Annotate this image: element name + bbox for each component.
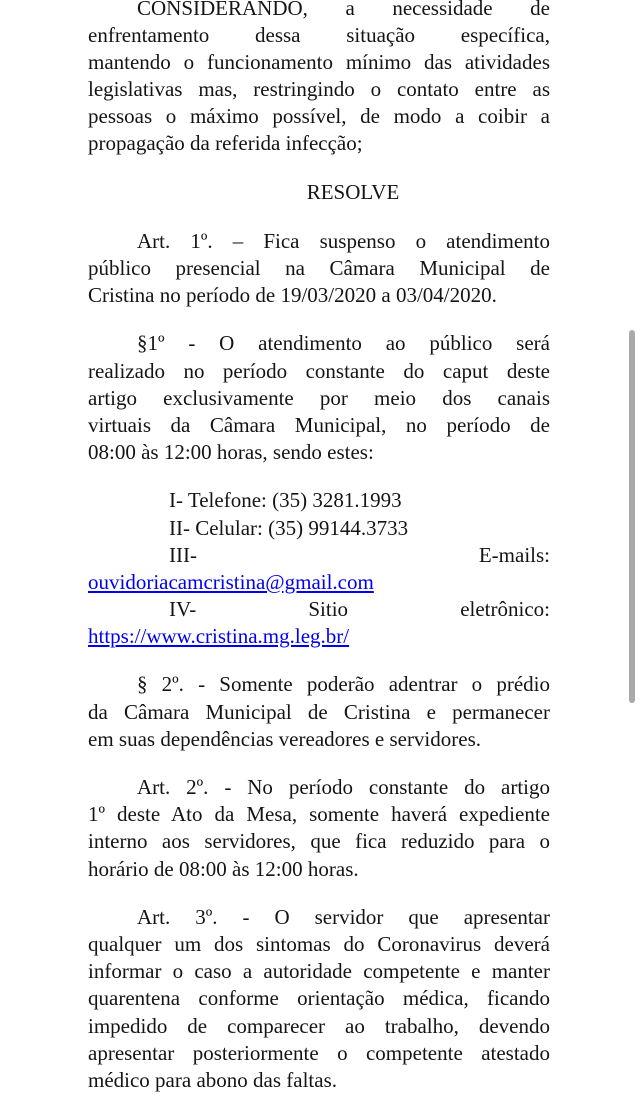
document-body [88, 0, 550, 1094]
text-line: virtuais da Câmara Municipal, no período de [88, 412, 550, 437]
text-line: enfrentamento dessa situação específica, [88, 23, 550, 48]
text-line: qualquer um dos sintomas do Coronavirus deverá [88, 932, 550, 957]
text-line: pessoas o máximo possível, de modo a coibir a [88, 104, 550, 129]
text-line: em suas dependências vereadores e servidores. [88, 726, 482, 751]
website-link[interactable]: https://www.cristina.mg.leg.br/ [88, 623, 350, 648]
resolve-heading: RESOLVE [306, 180, 400, 205]
vertical-scrollbar-thumb[interactable] [629, 330, 635, 703]
text-line: interno aos servidores, que fica reduzido para o [88, 829, 550, 854]
text-line: médico para abono das faltas. [88, 1067, 337, 1092]
text-line: legislativas mas, restringindo o contato entre as [88, 77, 550, 102]
channel-item-celular: II- Celular: (35) 99144.3733 [169, 515, 409, 540]
text-line: CONSIDERANDO, a necessidade de [137, 0, 550, 20]
text-line: Cristina no período de 19/03/2020 a 03/04/2020. [88, 282, 497, 307]
text-line: informar o caso a autoridade competente e manter [88, 959, 550, 984]
text-line: propagação da referida infecção; [88, 131, 363, 156]
text-line: artigo exclusivamente por meio dos canais [88, 385, 550, 410]
text-line: apresentar posteriormente o competente atestado [88, 1040, 550, 1065]
channel-item-emails: III- E-mails: [169, 542, 550, 567]
text-line: horário de 08:00 às 12:00 horas. [88, 856, 359, 881]
text-line: público presencial na Câmara Municipal de [88, 255, 550, 280]
text-line: Art. 1º. – Fica suspenso o atendimento [137, 228, 550, 253]
channel-item-email-link-line [88, 569, 550, 596]
email-link[interactable]: ouvidoriacamcristina@gmail.com [88, 569, 374, 594]
text-line: 1º deste Ato da Mesa, somente haverá expediente [88, 802, 550, 827]
paragraph-considerando [88, 0, 550, 158]
paragraph-art2 [88, 774, 550, 882]
text-line: 08:00 às 12:00 horas, sendo estes: [88, 439, 374, 464]
paragraph-art3 [88, 904, 550, 1094]
channel-item-sitio: IV- Sitio eletrônico: [169, 596, 550, 621]
channel-item-website-link-line [88, 623, 550, 650]
text-line: Art. 3º. - O servidor que apresentar [137, 905, 550, 930]
paragraph-par2 [88, 671, 550, 752]
text-line: §1º - O atendimento ao público será [137, 331, 550, 356]
text-line: § 2º. - Somente poderão adentrar o prédio [137, 672, 550, 697]
paragraph-par1 [88, 330, 550, 465]
paragraph-channels [88, 487, 550, 650]
text-line: Art. 2º. - No período constante do artigo [137, 775, 550, 800]
paragraph-art1 [88, 228, 550, 309]
text-line: mantendo o funcionamento mínimo das atividades [88, 50, 550, 75]
text-line: realizado no período constante do caput deste [88, 358, 550, 383]
paragraph-resolve [88, 179, 550, 206]
text-line: da Câmara Municipal de Cristina e permanecer [88, 699, 550, 724]
channel-item-telefone: I- Telefone: (35) 3281.1993 [169, 488, 402, 513]
text-line: impedido de comparecer ao trabalho, devendo [88, 1013, 550, 1038]
text-line: quarentena conforme orientação médica, ficando [88, 986, 550, 1011]
